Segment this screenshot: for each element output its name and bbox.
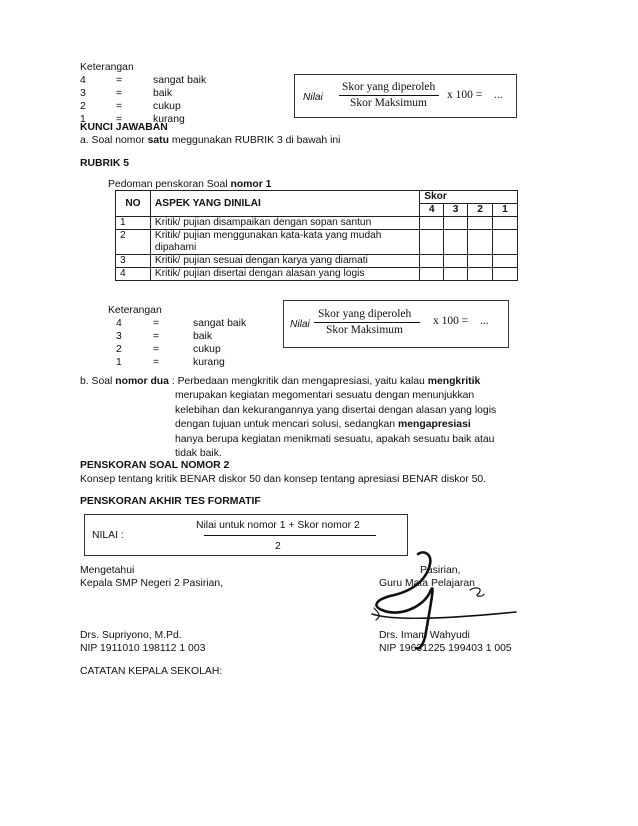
principal-title: Kepala SMP Negeri 2 Pasirian,	[80, 578, 224, 589]
legend-num: 1	[80, 114, 86, 125]
scoring-q2-title: PENSKORAN SOAL NOMOR 2	[80, 460, 230, 471]
legend-num: 4	[80, 75, 86, 86]
row-no: 2	[116, 230, 151, 255]
row-aspect: Kritik/ pujian disertai dengan alasan yang logis	[150, 268, 419, 281]
formula-box	[294, 74, 517, 118]
legend-eq: =	[116, 101, 123, 112]
row-no: 1	[116, 217, 151, 230]
final-score-numerator: Nilai untuk nomor 1 + Skor nomor 2	[196, 520, 360, 531]
question-b-line	[175, 418, 496, 433]
table-row	[116, 255, 518, 268]
answer-key-a	[80, 134, 341, 147]
legend-eq: =	[116, 114, 123, 125]
score-header: 3	[444, 204, 468, 217]
rubric-title: RUBRIK 5	[80, 158, 130, 169]
question-b-line: merupakan kegiatan megomentari sesuatu dengan menunjukkan	[175, 390, 475, 401]
score-header: 1	[493, 204, 518, 217]
formula-multiplier: x 100 =	[447, 89, 483, 101]
final-score-label: NILAI :	[92, 530, 124, 541]
legend-eq: =	[153, 331, 160, 342]
teacher-nip: NIP 19631225 199403 1 005	[379, 643, 512, 654]
question-b-term: mengapresiasi	[397, 419, 471, 430]
principal-name: Drs. Supriyono, M.Pd.	[80, 630, 182, 641]
legend-label: sangat baik	[153, 75, 207, 86]
question-b	[80, 375, 480, 390]
principal-notes-label: CATATAN KEPALA SEKOLAH:	[80, 666, 223, 677]
place-label: Pasirian,	[420, 565, 461, 576]
teacher-title: Guru Mata Pelajaran	[379, 578, 475, 589]
formula-multiplier: x 100 =	[433, 315, 469, 327]
score-cell	[420, 217, 444, 230]
legend-eq: =	[116, 88, 123, 99]
formula-denominator: Skor Maksimum	[350, 97, 427, 109]
legend-label: cukup	[153, 101, 181, 112]
legend-eq: =	[116, 75, 123, 86]
question-b-line: tidak baik.	[175, 448, 222, 459]
question-b-line	[80, 375, 480, 390]
question-b-prefix: b. Soal	[80, 376, 116, 387]
scoring-q2-text: Konsep tentang kritik BENAR diskor 50 dan konsep tentang apresiasi BENAR diskor 50.	[80, 474, 487, 485]
legend-label: kurang	[153, 114, 185, 125]
legend-label: baik	[193, 331, 213, 342]
final-score-box	[84, 514, 408, 556]
score-cell	[468, 268, 493, 281]
answer-key-a-text: a. Soal nomor	[80, 135, 148, 146]
legend-num: 4	[116, 318, 122, 329]
row-no: 4	[116, 268, 151, 281]
legend-eq: =	[153, 357, 160, 368]
answer-key-title: KUNCI JAWABAN	[80, 122, 168, 133]
teacher-name: Drs. Imam Wahyudi	[379, 630, 470, 641]
question-b-text: : Perbedaan mengkritik dan mengapresiasi, yaitu kalau	[168, 376, 428, 387]
rubric-guide-text: Pedoman penskoran Soal	[108, 179, 231, 190]
row-aspect: Kritik/ pujian sesuai dengan karya yang diamati	[150, 255, 419, 268]
row-aspect	[150, 230, 419, 255]
formula-denominator: Skor Maksimum	[326, 324, 403, 336]
rubric-table	[115, 190, 518, 281]
answer-key-a-bold: satu	[147, 135, 169, 146]
legend-num: 1	[116, 357, 122, 368]
table-row	[116, 217, 518, 230]
table-row	[116, 230, 518, 255]
score-cell	[420, 268, 444, 281]
score-cell	[444, 255, 468, 268]
question-b-line: kelebihan dan kekurangannya yang disertai dengan alasan yang logis	[175, 404, 497, 416]
legend-num: 3	[80, 88, 86, 99]
score-cell	[444, 230, 468, 255]
legend-num: 3	[116, 331, 122, 342]
question-b-line: hanya berupa kegiatan menikmati sesuatu, apakah sesuatu baik atau	[175, 433, 495, 445]
score-header: 4	[420, 204, 444, 217]
score-cell	[420, 230, 444, 255]
formula-box	[283, 300, 509, 348]
final-scoring-title: PENSKORAN AKHIR TES FORMATIF	[80, 496, 261, 507]
legend-title: Keterangan	[108, 305, 162, 316]
score-cell	[493, 217, 518, 230]
principal-nip: NIP 1911010 198112 1 003	[80, 643, 206, 654]
row-no: 3	[116, 255, 151, 268]
score-header: 2	[468, 204, 493, 217]
score-cell	[468, 230, 493, 255]
legend-label: sangat baik	[193, 318, 247, 329]
question-b-text: dengan tujuan untuk mencari solusi, sedangkan	[175, 419, 398, 430]
acknowledged-label: Mengetahui	[80, 565, 135, 576]
formula-result: ...	[494, 89, 503, 101]
score-cell	[444, 217, 468, 230]
score-cell	[493, 255, 518, 268]
score-cell	[444, 268, 468, 281]
legend-eq: =	[153, 318, 160, 329]
formula-nilai-label: Nilai	[303, 92, 323, 103]
legend-num: 2	[80, 101, 86, 112]
score-cell	[493, 268, 518, 281]
score-cell	[468, 217, 493, 230]
row-aspect: Kritik/ pujian disampaikan dengan sopan santun	[150, 217, 419, 230]
score-cell	[420, 255, 444, 268]
question-b-answer	[175, 389, 496, 462]
row-aspect-line: Kritik/ pujian menggunakan kata-kata yang mudah	[154, 230, 382, 241]
legend-label: cukup	[193, 344, 221, 355]
score-cell	[493, 230, 518, 255]
question-b-bold: nomor dua	[115, 376, 169, 387]
score-cell	[468, 255, 493, 268]
question-b-term: mengkritik	[427, 376, 481, 387]
formula-result: ...	[480, 315, 489, 327]
legend-title: Keterangan	[80, 62, 134, 73]
fraction-line	[339, 95, 439, 96]
fraction-line	[204, 535, 376, 536]
rubric-guide-bold: nomor 1	[230, 179, 272, 190]
fraction-line	[314, 322, 420, 323]
formula-numerator: Skor yang diperoleh	[342, 81, 436, 93]
final-score-denominator: 2	[275, 541, 281, 552]
column-header-no: NO	[116, 191, 151, 217]
legend-eq: =	[153, 344, 160, 355]
formula-numerator: Skor yang diperoleh	[318, 308, 412, 320]
legend-num: 2	[116, 344, 122, 355]
legend-label: baik	[153, 88, 173, 99]
formula-nilai-label: Nilai	[290, 319, 310, 330]
row-aspect-line: dipahami	[154, 242, 197, 253]
table-row	[116, 268, 518, 281]
legend-label: kurang	[193, 357, 225, 368]
column-header-score: Skor	[420, 191, 518, 204]
column-header-aspect: ASPEK YANG DINILAI	[150, 191, 419, 217]
answer-key-a-rest: meggunakan RUBRIK 3 di bawah ini	[168, 135, 341, 146]
